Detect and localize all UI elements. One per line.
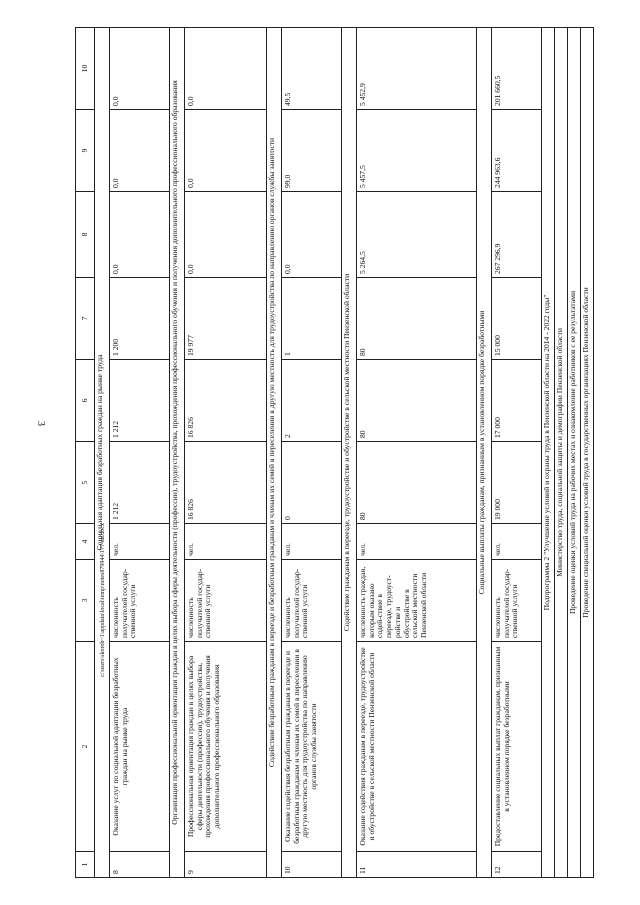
subprogram-header: Подпрограмма 2 "Улучшение условий и охраны труда в Пензенской области на 2014 - 2022 годы" (542, 28, 555, 878)
section-header: Организация профессиональной ориентации граждан в целях выбора сферы деятельности (профессии), трудоустройства, прохождения профессионального обучения и получения дополнительного профессионального образования (170, 28, 185, 878)
value-cell: 0,0 (185, 192, 267, 278)
event-header: Проведение специальной оценки условий труда в государственных организациях Пензенской области (581, 28, 594, 878)
value-cell: 80 (357, 278, 477, 360)
value-cell: 0 (282, 442, 342, 524)
unit: чел. (110, 524, 170, 560)
col-header-2: 2 (76, 642, 95, 852)
value-cell: 17 000 (492, 360, 542, 442)
ministry-header: Министерство труда, социальной защиты и демографии Пензенской области (555, 28, 568, 878)
col-header-6: 6 (76, 360, 95, 442)
value-cell: 244 963,6 (492, 110, 542, 192)
indicator-name: численность граждан, которым оказано содей-ствие в переезде, трудоуст-ройстве и обустройстве в сельской местности Пензенской области (357, 560, 477, 642)
value-cell: 5 264,5 (357, 192, 477, 278)
indicator-name: численность получателей государ-ственной услуги (492, 560, 542, 642)
unit: чел. (357, 524, 477, 560)
page-number: 3 (35, 421, 46, 426)
section-header: Содействие безработным гражданам в переезде и безработным гражданам и членам их семей в переселении в другую местность для трудоустройства по направлению органов службы занятости (267, 28, 282, 878)
row-number: 10 (282, 852, 342, 878)
column-number-row (76, 28, 95, 878)
table-row (185, 28, 267, 878)
value-cell: 19 000 (492, 442, 542, 524)
col-header-8: 8 (76, 192, 95, 278)
section-header: Социальные выплаты гражданам, признанным в установленном порядке безработными (477, 28, 492, 878)
file-path-footer: c:\users\skorob~1\appdata\local\temp\notes879944\177-an.docx (100, 523, 106, 677)
value-cell: 15 000 (492, 278, 542, 360)
event-name: Оказание содействия гражданам в переезде, трудоустройстве и обустройстве в сельской местности Пензенской области (357, 642, 477, 852)
value-cell: 99,0 (282, 110, 342, 192)
col-header-3: 3 (76, 560, 95, 642)
value-cell: 0,0 (110, 110, 170, 192)
event-name: Оказание содействия безработным гражданам в переезде и безработным гражданам и членам их семей в переселении в другую местность для трудоустройства по направлению органов службы занятости (282, 642, 342, 852)
indicator-name: численность получателей государ-ственной услуги (282, 560, 342, 642)
table-row (357, 28, 477, 878)
col-header-5: 5 (76, 442, 95, 524)
event-name: Предоставление социальных выплат гражданам, признанным в установленном порядке безработными (492, 642, 542, 852)
table-row (110, 28, 170, 878)
unit: чел. (282, 524, 342, 560)
value-cell: 1 (282, 278, 342, 360)
value-cell: 1 212 (110, 360, 170, 442)
indicators-table (75, 27, 594, 878)
value-cell: 267 296,9 (492, 192, 542, 278)
unit: чел. (185, 524, 267, 560)
col-header-7: 7 (76, 278, 95, 360)
value-cell: 0,0 (110, 28, 170, 110)
value-cell: 2 (282, 360, 342, 442)
value-cell: 0,0 (185, 28, 267, 110)
value-cell: 5 457,5 (357, 110, 477, 192)
value-cell: 0,0 (110, 192, 170, 278)
col-header-10: 10 (76, 28, 95, 110)
value-cell: 49,5 (282, 28, 342, 110)
value-cell: 1 200 (110, 278, 170, 360)
value-cell: 0,0 (282, 192, 342, 278)
row-number: 8 (110, 852, 170, 878)
col-header-4: 4 (76, 524, 95, 560)
value-cell: 16 826 (185, 442, 267, 524)
value-cell: 1 212 (110, 442, 170, 524)
value-cell: 16 826 (185, 360, 267, 442)
col-header-1: 1 (76, 852, 95, 878)
value-cell: 201 660,5 (492, 28, 542, 110)
value-cell: 0,0 (185, 110, 267, 192)
col-header-9: 9 (76, 110, 95, 192)
unit: чел. (492, 524, 542, 560)
event-name: Оказание услуг по социальной адаптации безработных граждан на рынке труда (110, 642, 170, 852)
event-name: Профессиональная ориентация граждан в целях выбора сферы деятельности (профессии), трудоустройства, прохождения профессионального обучения и получения дополнительного профессионального образования (185, 642, 267, 852)
section-header: Содействие гражданам в переезде, трудоустройстве и обустройстве в сельской местности Пензенской области (342, 28, 357, 878)
rotated-table-area (75, 28, 590, 878)
indicator-name: численность получателей государ-ственной услуги (110, 560, 170, 642)
value-cell: 80 (357, 360, 477, 442)
value-cell: 19 977 (185, 278, 267, 360)
section-header: Социальная адаптация безработных граждан на рынке труда (95, 28, 110, 878)
table-row (492, 28, 542, 878)
table-row (282, 28, 342, 878)
row-number: 12 (492, 852, 542, 878)
indicator-name: численность получателей государ-ственной услуги (185, 560, 267, 642)
value-cell: 5 452,9 (357, 28, 477, 110)
row-number: 9 (185, 852, 267, 878)
value-cell: 80 (357, 442, 477, 524)
row-number: 11 (357, 852, 477, 878)
task-header: Проведение оценки условий труда на рабочих местах и ознакомление работников с ее результатами (568, 28, 581, 878)
